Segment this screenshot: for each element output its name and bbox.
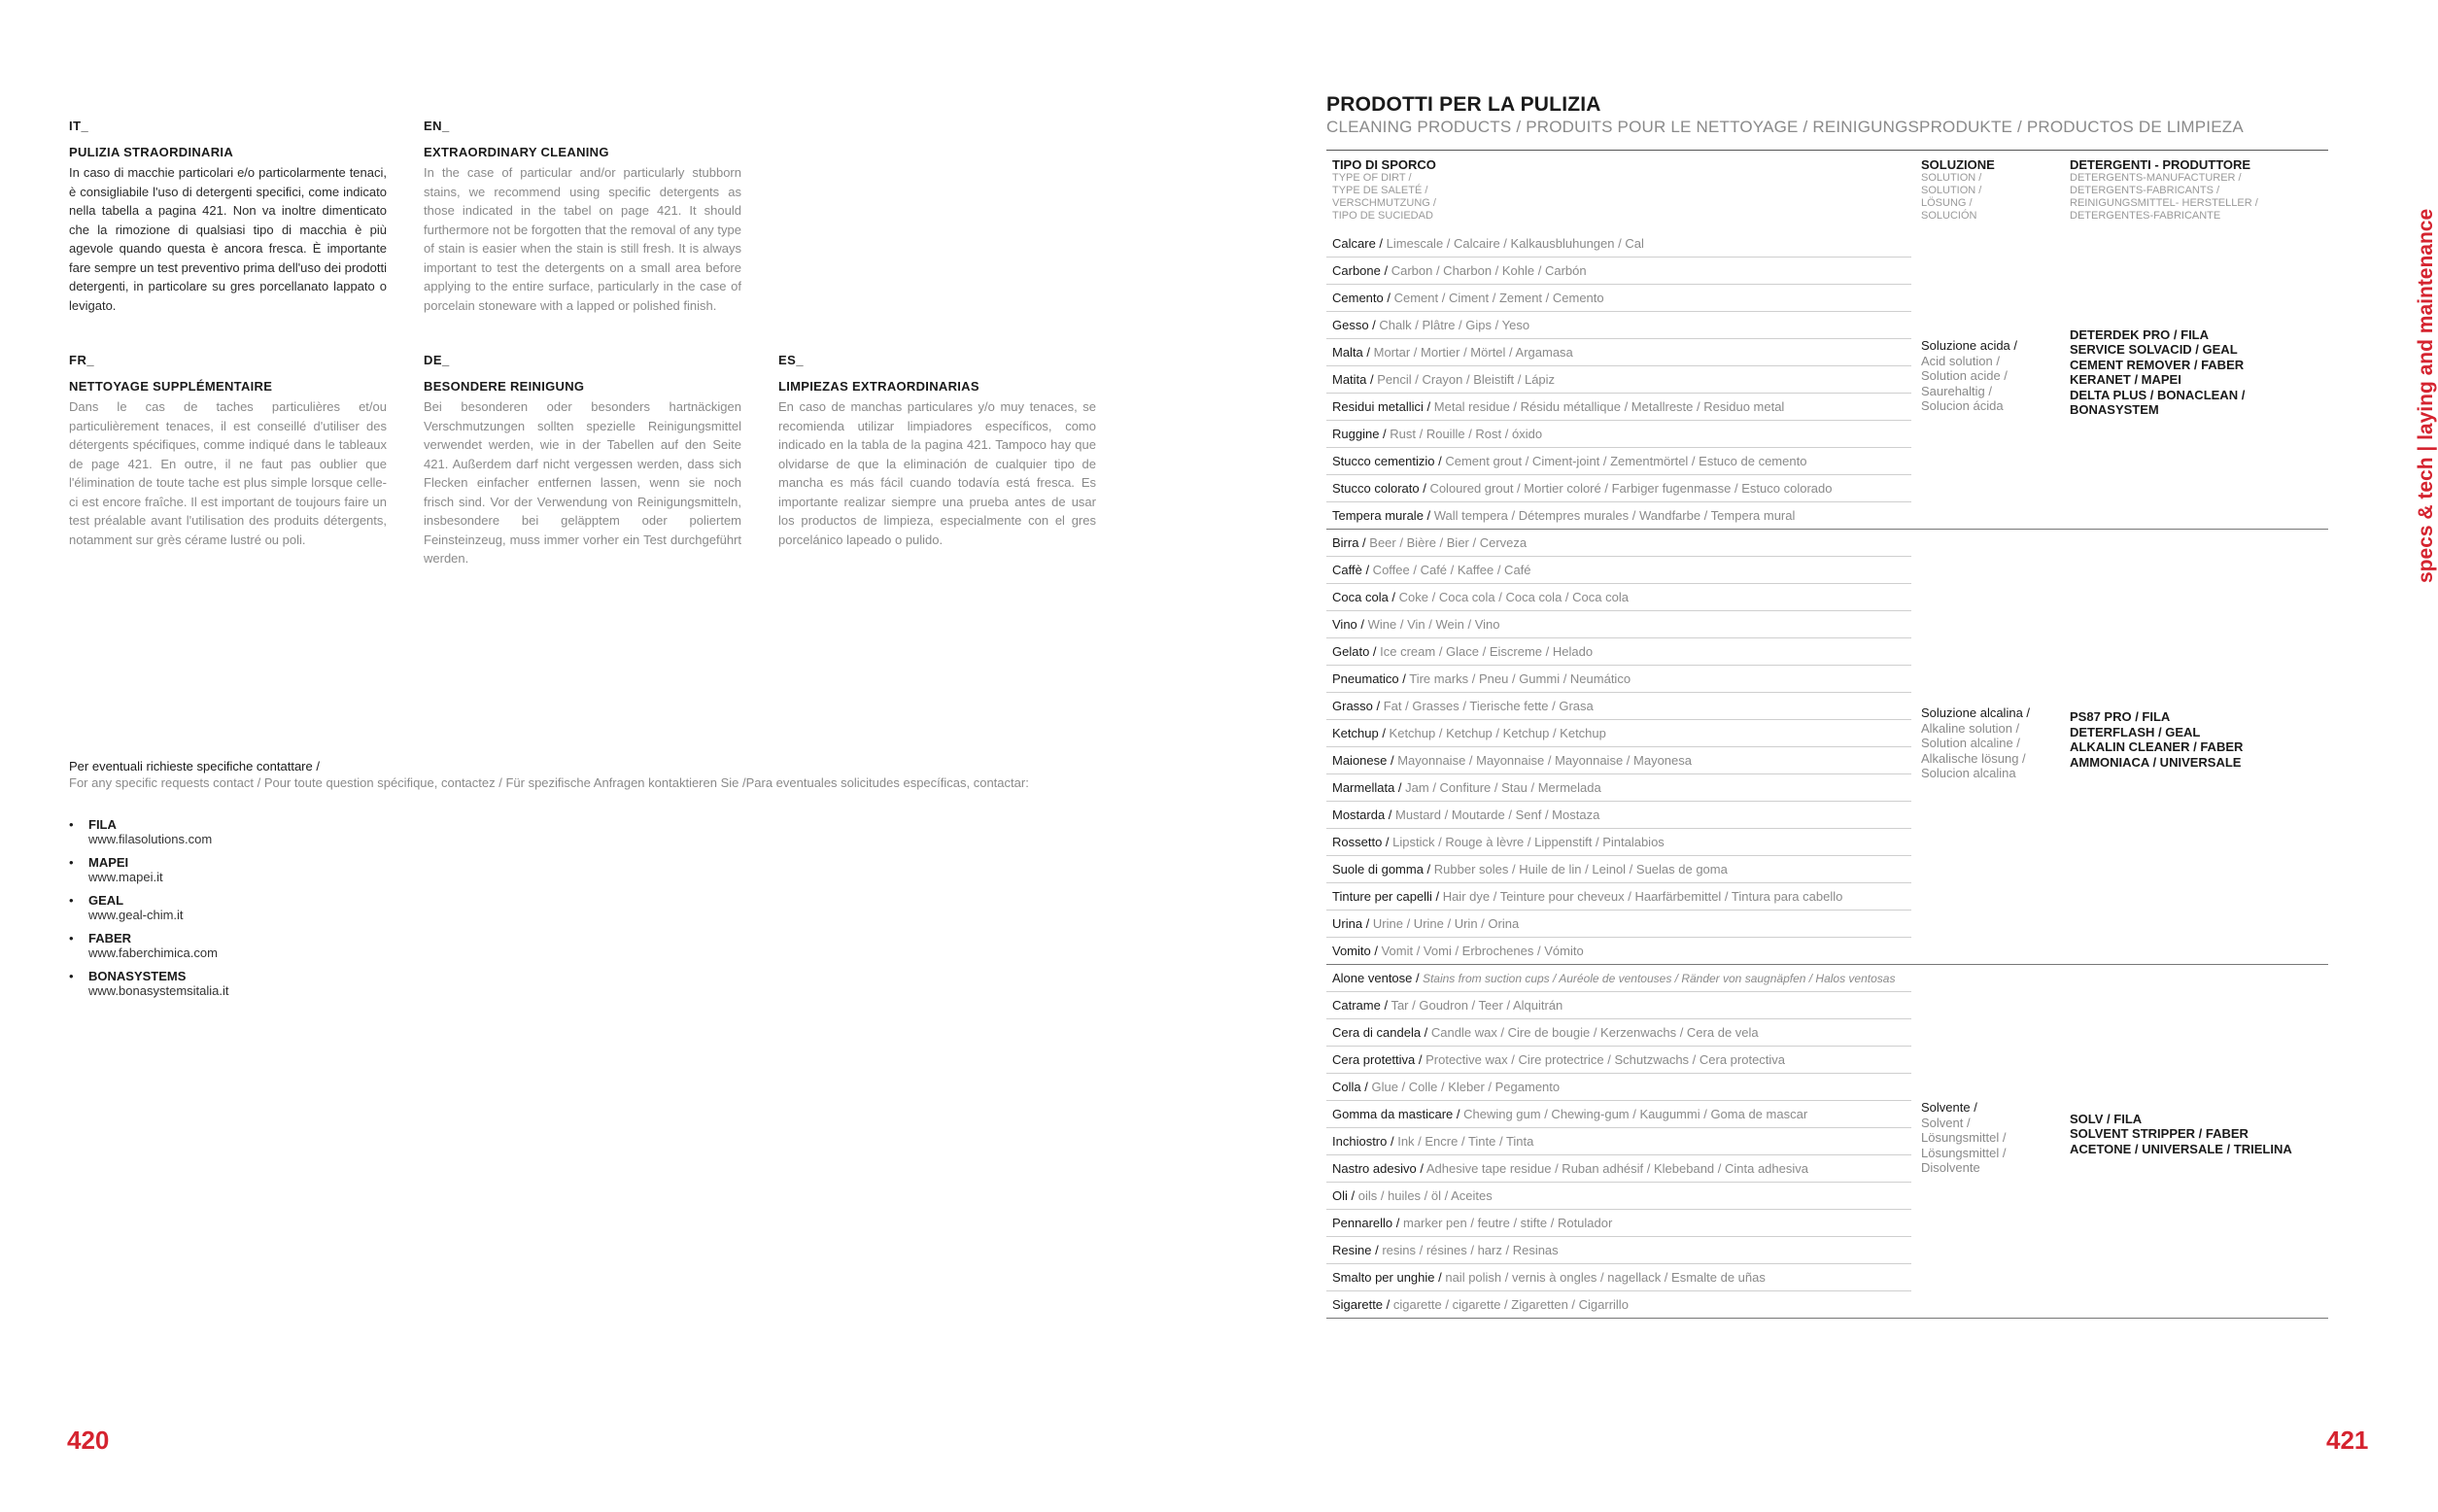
solution-translation: Solution acide /	[1921, 368, 2008, 384]
section-fr	[69, 353, 387, 549]
table-row	[1326, 448, 1911, 475]
table-row	[1326, 638, 1911, 666]
dirt-translations: cigarette / cigarette / Zigaretten / Cigarrillo	[1390, 1297, 1629, 1312]
dirt-name-it: Calcare /	[1332, 236, 1384, 251]
dirt-translations: Carbon / Charbon / Kohle / Carbón	[1388, 263, 1587, 278]
solution-translation: Solucion alcalina	[1921, 766, 2016, 781]
table-row	[1326, 1019, 1911, 1047]
table-row	[1326, 1155, 1911, 1183]
table-row	[1326, 1210, 1911, 1237]
lang-code: EN_	[424, 119, 450, 133]
table-row	[1326, 1047, 1911, 1074]
dirt-name-it: Gesso /	[1332, 318, 1376, 332]
section-title: NETTOYAGE SUPPLÉMENTAIRE	[69, 379, 273, 394]
dirt-translations: Rust / Rouille / Rost / óxido	[1386, 427, 1543, 441]
dirt-translations: Hair dye / Teinture pour cheveux / Haarfärbemittel / Tintura para cabello	[1439, 889, 1843, 904]
solution-translation: Solvent /	[1921, 1115, 1971, 1130]
dirt-translations: resins / résines / harz / Resinas	[1378, 1243, 1559, 1257]
table-row	[1326, 530, 1911, 557]
table-row	[1326, 938, 1911, 965]
dirt-translations: Urine / Urine / Urin / Orina	[1369, 916, 1520, 931]
detergent-manufacturer: PS87 PRO / FILA	[2070, 709, 2171, 724]
table-row	[1326, 911, 1911, 938]
header-col-dirt	[1332, 157, 1876, 223]
dirt-translations: Protective wax / Cire protectrice / Schutzwachs / Cera protectiva	[1422, 1052, 1786, 1067]
dirt-translations: Glue / Colle / Kleber / Pegamento	[1367, 1080, 1561, 1094]
contact-list	[69, 817, 1186, 998]
table-row	[1326, 421, 1911, 448]
dirt-translations: Jam / Confiture / Stau / Mermelada	[1401, 780, 1601, 795]
dirt-name-it: Colla /	[1332, 1080, 1368, 1094]
contact-url[interactable]: www.mapei.it	[88, 870, 163, 884]
dirt-translations: Pencil / Crayon / Bleistift / Lápiz	[1373, 372, 1556, 387]
dirt-translations: Ketchup / Ketchup / Ketchup / Ketchup	[1385, 726, 1606, 740]
dirt-name-it: Caffè /	[1332, 563, 1370, 577]
contact-item	[69, 817, 1186, 846]
dirt-translations: Mustard / Moutarde / Senf / Mostaza	[1391, 808, 1600, 822]
contact-title: Per eventuali richieste specifiche contattare /	[69, 759, 320, 773]
table-row	[1326, 883, 1911, 911]
table-row	[1326, 965, 1911, 992]
table-row	[1326, 1237, 1911, 1264]
dirt-name-it: Vino /	[1332, 617, 1365, 632]
solution-translation: Alkalische lösung /	[1921, 750, 2026, 766]
table-row	[1326, 1128, 1911, 1155]
dirt-name-it: Coca cola /	[1332, 590, 1396, 604]
table-row	[1326, 829, 1911, 856]
table-row	[1326, 1291, 1911, 1319]
section-title: EXTRAORDINARY CLEANING	[424, 145, 609, 159]
solution-translation: Alkaline solution /	[1921, 720, 2020, 736]
contact-subtitle: For any specific requests contact / Pour toute question spécifique, contactez / Für spezifische Anfragen kontaktieren Sie /Para eventuales solicitudes específicas, contactar:	[69, 775, 1029, 790]
section-text: In caso di macchie particolari e/o particolarmente tenaci, è consigliabile l'uso di detergenti specifici, come indicato nella tabella a pagina 421. Non va inoltre dimenticato che la rimozione di qualsiasi tipo di macchia è più agevole quando questa è ancora fresca. È importante fare sempre un test preventivo prima dell'uso dei prodotti detergenti, in particolare su gres porcellanato lappato o levigato.	[69, 165, 387, 313]
dirt-name-it: Grasso /	[1332, 699, 1381, 713]
dirt-translations: Vomit / Vomi / Erbrochenes / Vómito	[1377, 944, 1584, 958]
dirt-name-it: Oli /	[1332, 1188, 1356, 1203]
solution-translation: Solucion ácida	[1921, 398, 2004, 414]
section-text: In the case of particular and/or particularly stubborn stains, we recommend using specific detergents as those indicated in the tabel on page 421. It should furthermore not be forgotten that the removal of any type of stain is easier when the stain is still fresh. It is always important to test the detergents on a small area before applying to the entire surface, particularly in the case of porcelain stoneware with a lapped or polished finish.	[424, 165, 741, 313]
detergent-manufacturer: SOLV / FILA	[2070, 1111, 2143, 1126]
table-row	[1326, 394, 1911, 421]
header-sub: SOLUTION /	[1921, 185, 1982, 196]
table-row	[1326, 1264, 1911, 1291]
dirt-name-it: Tinture per capelli /	[1332, 889, 1440, 904]
dirt-name-it: Pennarello /	[1332, 1216, 1400, 1230]
dirt-translations: Rubber soles / Huile de lin / Leinol / Suelas de goma	[1430, 862, 1728, 876]
solution-name: Soluzione alcalina /	[1921, 705, 2031, 721]
contact-name: • FABER	[88, 931, 132, 945]
dirt-translations: Wall tempera / Détempres murales / Wandfarbe / Tempera mural	[1430, 508, 1796, 523]
table-row	[1326, 992, 1911, 1019]
section-title: BESONDERE REINIGUNG	[424, 379, 585, 394]
table-row	[1326, 666, 1911, 693]
dirt-name-it: Cera protettiva /	[1332, 1052, 1423, 1067]
dirt-name-it: Smalto per unghie /	[1332, 1270, 1442, 1285]
section-text: En caso de manchas particulares y/o muy tenaces, se recomienda utilizar limpiadores específicos, como indicado en la tabla de la pagina 421. Tampoco hay que olvidarse de que la eliminación de cualquier tipo de mancha es más fácil cuando todavía está fresca. Es importante realizar siempre una prueba antes de usar los productos de limpieza, especialmente con el gres porcelánico lapeado o pulido.	[778, 399, 1096, 547]
section-es	[778, 353, 1096, 549]
detergents-cell	[2070, 709, 2328, 770]
contact-item	[69, 969, 1186, 998]
dirt-translations: Coke / Coca cola / Coca cola / Coca cola	[1395, 590, 1629, 604]
table-row	[1326, 774, 1911, 802]
dirt-translations: Coloured grout / Mortier coloré / Farbiger fugenmasse / Estuco colorado	[1425, 481, 1833, 496]
table-row	[1326, 285, 1911, 312]
detergents-cell	[2070, 1112, 2328, 1157]
dirt-name-it: Birra /	[1332, 535, 1366, 550]
dirt-name-it: Cera di candela /	[1332, 1025, 1428, 1040]
page-subtitle: CLEANING PRODUCTS / PRODUITS POUR LE NETTOYAGE / REINIGUNGSPRODUKTE / PRODUCTOS DE LIMPIEZA	[1326, 118, 2244, 136]
dirt-name-it: Suole di gomma /	[1332, 862, 1431, 876]
dirt-name-it: Marmellata /	[1332, 780, 1402, 795]
contact-name: • GEAL	[88, 893, 124, 908]
header-col-solution	[1921, 157, 2057, 223]
dirt-name-it: Stucco cementizio /	[1332, 454, 1442, 468]
dirt-name-it: Nastro adesivo /	[1332, 1161, 1424, 1176]
header-sub: REINIGUNGSMITTEL- HERSTELLER /	[2070, 197, 2258, 209]
header-sub: VERSCHMUTZUNG /	[1332, 197, 1436, 209]
detergent-manufacturer: DETERFLASH / GEAL	[2070, 724, 2201, 739]
section-it	[69, 119, 387, 315]
solution-translation: Lösungsmittel /	[1921, 1130, 2007, 1146]
table-row	[1326, 720, 1911, 747]
dirt-name-it: Alone ventose /	[1332, 971, 1420, 985]
page-title: PRODOTTI PER LA PULIZIA	[1326, 93, 1601, 116]
dirt-name-it: Gelato /	[1332, 644, 1377, 659]
table-row	[1326, 312, 1911, 339]
table-row	[1326, 366, 1911, 394]
lang-code: DE_	[424, 353, 450, 367]
dirt-name-it: Malta /	[1332, 345, 1371, 360]
solution-translation: Disolvente	[1921, 1160, 1980, 1176]
dirt-translations: Mortar / Mortier / Mörtel / Argamasa	[1370, 345, 1573, 360]
dirt-translations: Ink / Encre / Tinte / Tinta	[1393, 1134, 1534, 1149]
section-text: Dans le cas de taches particulières et/ou particulièrement tenaces, il est conseillé d'utiliser des détergents spécifiques, comme indiqué dans le tableaux de page 421. En outre, il ne faut pas oublier que l'élimination de toute tache est plus simple lorsque celle-ci est encore fraîche. Il est important de toujours faire un test préalable avant l'utilisation des produits détergents, notamment sur grès cérame lustré ou poli.	[69, 399, 387, 547]
table-row	[1326, 856, 1911, 883]
detergent-manufacturer: SOLVENT STRIPPER / FABER	[2070, 1126, 2249, 1142]
lang-code: ES_	[778, 353, 805, 367]
contact-item	[69, 931, 1186, 960]
solution-name: Soluzione acida /	[1921, 338, 2018, 354]
dirt-name-it: Gomma da masticare /	[1332, 1107, 1460, 1121]
section-de	[424, 353, 741, 568]
header-title: DETERGENTI - PRODUTTORE	[2070, 157, 2251, 172]
header-sub: DETERGENTS-FABRICANTS /	[2070, 185, 2220, 196]
dirt-translations: Cement grout / Ciment-joint / Zementmörtel / Estuco de cemento	[1441, 454, 1807, 468]
table-row	[1326, 339, 1911, 366]
dirt-translations: marker pen / feutre / stifte / Rotulador	[1399, 1216, 1613, 1230]
contact-name: • FILA	[88, 817, 117, 832]
dirt-name-it: Inchiostro /	[1332, 1134, 1394, 1149]
contact-url[interactable]: www.faberchimica.com	[88, 945, 218, 960]
dirt-translations: Chewing gum / Chewing-gum / Kaugummi / Goma de mascar	[1459, 1107, 1808, 1121]
dirt-name-it: Maionese /	[1332, 753, 1394, 768]
dirt-translations: nail polish / vernis à ongles / nagellack / Esmalte de uñas	[1441, 1270, 1766, 1285]
table-row	[1326, 230, 1911, 258]
contact-name: • MAPEI	[88, 855, 129, 870]
detergent-manufacturer: SERVICE SOLVACID / GEAL	[2070, 342, 2238, 357]
dirt-translations: Cement / Ciment / Zement / Cemento	[1390, 291, 1604, 305]
right-header	[1326, 93, 2337, 137]
dirt-translations: Stains from suction cups / Auréole de ventouses / Ränder von saugnäpfen / Halos ventosas	[1419, 972, 1896, 985]
table-top-rule	[1326, 150, 2328, 151]
detergent-manufacturer: BONASYSTEM	[2070, 402, 2159, 417]
dirt-name-it: Residui metallici /	[1332, 399, 1431, 414]
header-sub: DETERGENTES-FABRICANTE	[2070, 210, 2221, 222]
section-en	[424, 119, 741, 315]
dirt-translations: oils / huiles / öl / Aceites	[1355, 1188, 1493, 1203]
dirt-name-it: Rossetto /	[1332, 835, 1390, 849]
header-col-detergents	[2070, 157, 2322, 223]
solution-translation: Lösungsmittel /	[1921, 1145, 2007, 1160]
table-row	[1326, 557, 1911, 584]
dirt-translations: Coffee / Café / Kaffee / Café	[1369, 563, 1531, 577]
table-row	[1326, 693, 1911, 720]
dirt-name-it: Sigarette /	[1332, 1297, 1391, 1312]
dirt-name-it: Pneumatico /	[1332, 671, 1406, 686]
header-sub: DETERGENTS-MANUFACTURER /	[2070, 172, 2242, 184]
dirt-name-it: Resine /	[1332, 1243, 1379, 1257]
dirt-translations: Wine / Vin / Wein / Vino	[1364, 617, 1500, 632]
contact-item	[69, 855, 1186, 884]
lang-code: FR_	[69, 353, 95, 367]
header-sub: SOLUCIÓN	[1921, 210, 1977, 222]
solution-cell	[1921, 338, 2062, 414]
section-text: Bei besonderen oder besonders hartnäckigen Verschmutzungen sollten spezielle Reinigungsmittel verwendet werden, wie in der Tabellen auf den Seite 421. Außerdem darf nicht vergessen werden, dass sich Flecken einfacher entfernen lassen, wenn sie noch frisch sind. Vor der Verwendung von Reinigungsmitteln, insbesondere bei geläpptem oder poliertem Feinsteinzeug, muss immer vorher ein Test durchgeführt werden.	[424, 399, 741, 566]
dirt-name-it: Urina /	[1332, 916, 1370, 931]
solution-cell	[1921, 705, 2062, 781]
dirt-name-it: Stucco colorato /	[1332, 481, 1426, 496]
section-title: PULIZIA STRAORDINARIA	[69, 145, 234, 159]
dirt-name-it: Ketchup /	[1332, 726, 1386, 740]
header-sub: TIPO DE SUCIEDAD	[1332, 210, 1433, 222]
table-row	[1326, 747, 1911, 774]
section-title: LIMPIEZAS EXTRAORDINARIAS	[778, 379, 979, 394]
dirt-name-it: Cemento /	[1332, 291, 1391, 305]
dirt-translations: Mayonnaise / Mayonnaise / Mayonnaise / Mayonesa	[1393, 753, 1692, 768]
table-row	[1326, 1101, 1911, 1128]
detergent-manufacturer: ACETONE / UNIVERSALE / TRIELINA	[2070, 1141, 2292, 1156]
contact-block	[69, 759, 1186, 1007]
detergent-manufacturer: DELTA PLUS / BONACLEAN /	[2070, 387, 2246, 402]
lang-code: IT_	[69, 119, 89, 133]
contact-url[interactable]: www.filasolutions.com	[88, 832, 213, 846]
contact-item	[69, 893, 1186, 922]
page-number-right: 421	[2326, 1426, 2369, 1455]
cleaning-table	[1326, 150, 2328, 1316]
table-row	[1326, 611, 1911, 638]
header-sub: TYPE OF DIRT /	[1332, 172, 1412, 184]
dirt-translations: Ice cream / Glace / Eiscreme / Helado	[1376, 644, 1594, 659]
dirt-name-it: Carbone /	[1332, 263, 1389, 278]
page-number-left: 420	[67, 1426, 110, 1455]
detergents-cell	[2070, 327, 2328, 418]
table-body	[1326, 230, 2328, 1312]
solution-translation: Solution alcaline /	[1921, 736, 2020, 751]
dirt-name-it: Vomito /	[1332, 944, 1378, 958]
dirt-translations: Candle wax / Cire de bougie / Kerzenwachs / Cera de vela	[1427, 1025, 1759, 1040]
dirt-name-it: Catrame /	[1332, 998, 1389, 1013]
dirt-name-it: Mostarda /	[1332, 808, 1392, 822]
group-rule	[1326, 1318, 2328, 1319]
detergent-manufacturer: AMMONIACA / UNIVERSALE	[2070, 754, 2242, 770]
detergent-manufacturer: DETERDEK PRO / FILA	[2070, 326, 2210, 342]
table-row	[1326, 802, 1911, 829]
header-title: TIPO DI SPORCO	[1332, 157, 1436, 172]
contact-name: • BONASYSTEMS	[88, 969, 187, 983]
dirt-name-it: Ruggine /	[1332, 427, 1387, 441]
solution-name: Solvente /	[1921, 1100, 1977, 1116]
solution-translation: Acid solution /	[1921, 353, 2000, 368]
dirt-translations: Beer / Bière / Bier / Cerveza	[1365, 535, 1528, 550]
table-row	[1326, 258, 1911, 285]
dirt-translations: Limescale / Calcaire / Kalkausbluhungen / Cal	[1383, 236, 1644, 251]
detergent-manufacturer: ALKALIN CLEANER / FABER	[2070, 739, 2244, 754]
dirt-translations: Lipstick / Rouge à lèvre / Lippenstift / Pintalabios	[1389, 835, 1665, 849]
table-row	[1326, 584, 1911, 611]
table-row	[1326, 1074, 1911, 1101]
contact-url[interactable]: www.geal-chim.it	[88, 908, 184, 922]
dirt-name-it: Tempera murale /	[1332, 508, 1431, 523]
side-section-label: specs & tech | laying and maintenance	[2415, 208, 2437, 583]
header-sub: LÖSUNG /	[1921, 197, 1973, 209]
dirt-translations: Tire marks / Pneu / Gummi / Neumático	[1405, 671, 1631, 686]
table-row	[1326, 1183, 1911, 1210]
solution-translation: Saurehaltig /	[1921, 383, 1992, 398]
contact-url[interactable]: www.bonasystemsitalia.it	[88, 983, 229, 998]
dirt-name-it: Matita /	[1332, 372, 1374, 387]
header-title: SOLUZIONE	[1921, 157, 1995, 172]
dirt-translations: Adhesive tape residue / Ruban adhésif / Klebeband / Cinta adhesiva	[1423, 1161, 1808, 1176]
detergent-manufacturer: KERANET / MAPEI	[2070, 372, 2181, 387]
detergent-manufacturer: CEMENT REMOVER / FABER	[2070, 357, 2245, 372]
solution-cell	[1921, 1100, 2062, 1176]
dirt-translations: Tar / Goudron / Teer / Alquitrán	[1388, 998, 1563, 1013]
table-row	[1326, 502, 1911, 530]
header-sub: TYPE DE SALETÉ /	[1332, 185, 1428, 196]
table-row	[1326, 475, 1911, 502]
dirt-translations: Metal residue / Résidu métallique / Metallreste / Residuo metal	[1430, 399, 1785, 414]
dirt-translations: Fat / Grasses / Tierische fette / Grasa	[1380, 699, 1594, 713]
header-sub: SOLUTION /	[1921, 172, 1982, 184]
dirt-translations: Chalk / Plâtre / Gips / Yeso	[1375, 318, 1530, 332]
